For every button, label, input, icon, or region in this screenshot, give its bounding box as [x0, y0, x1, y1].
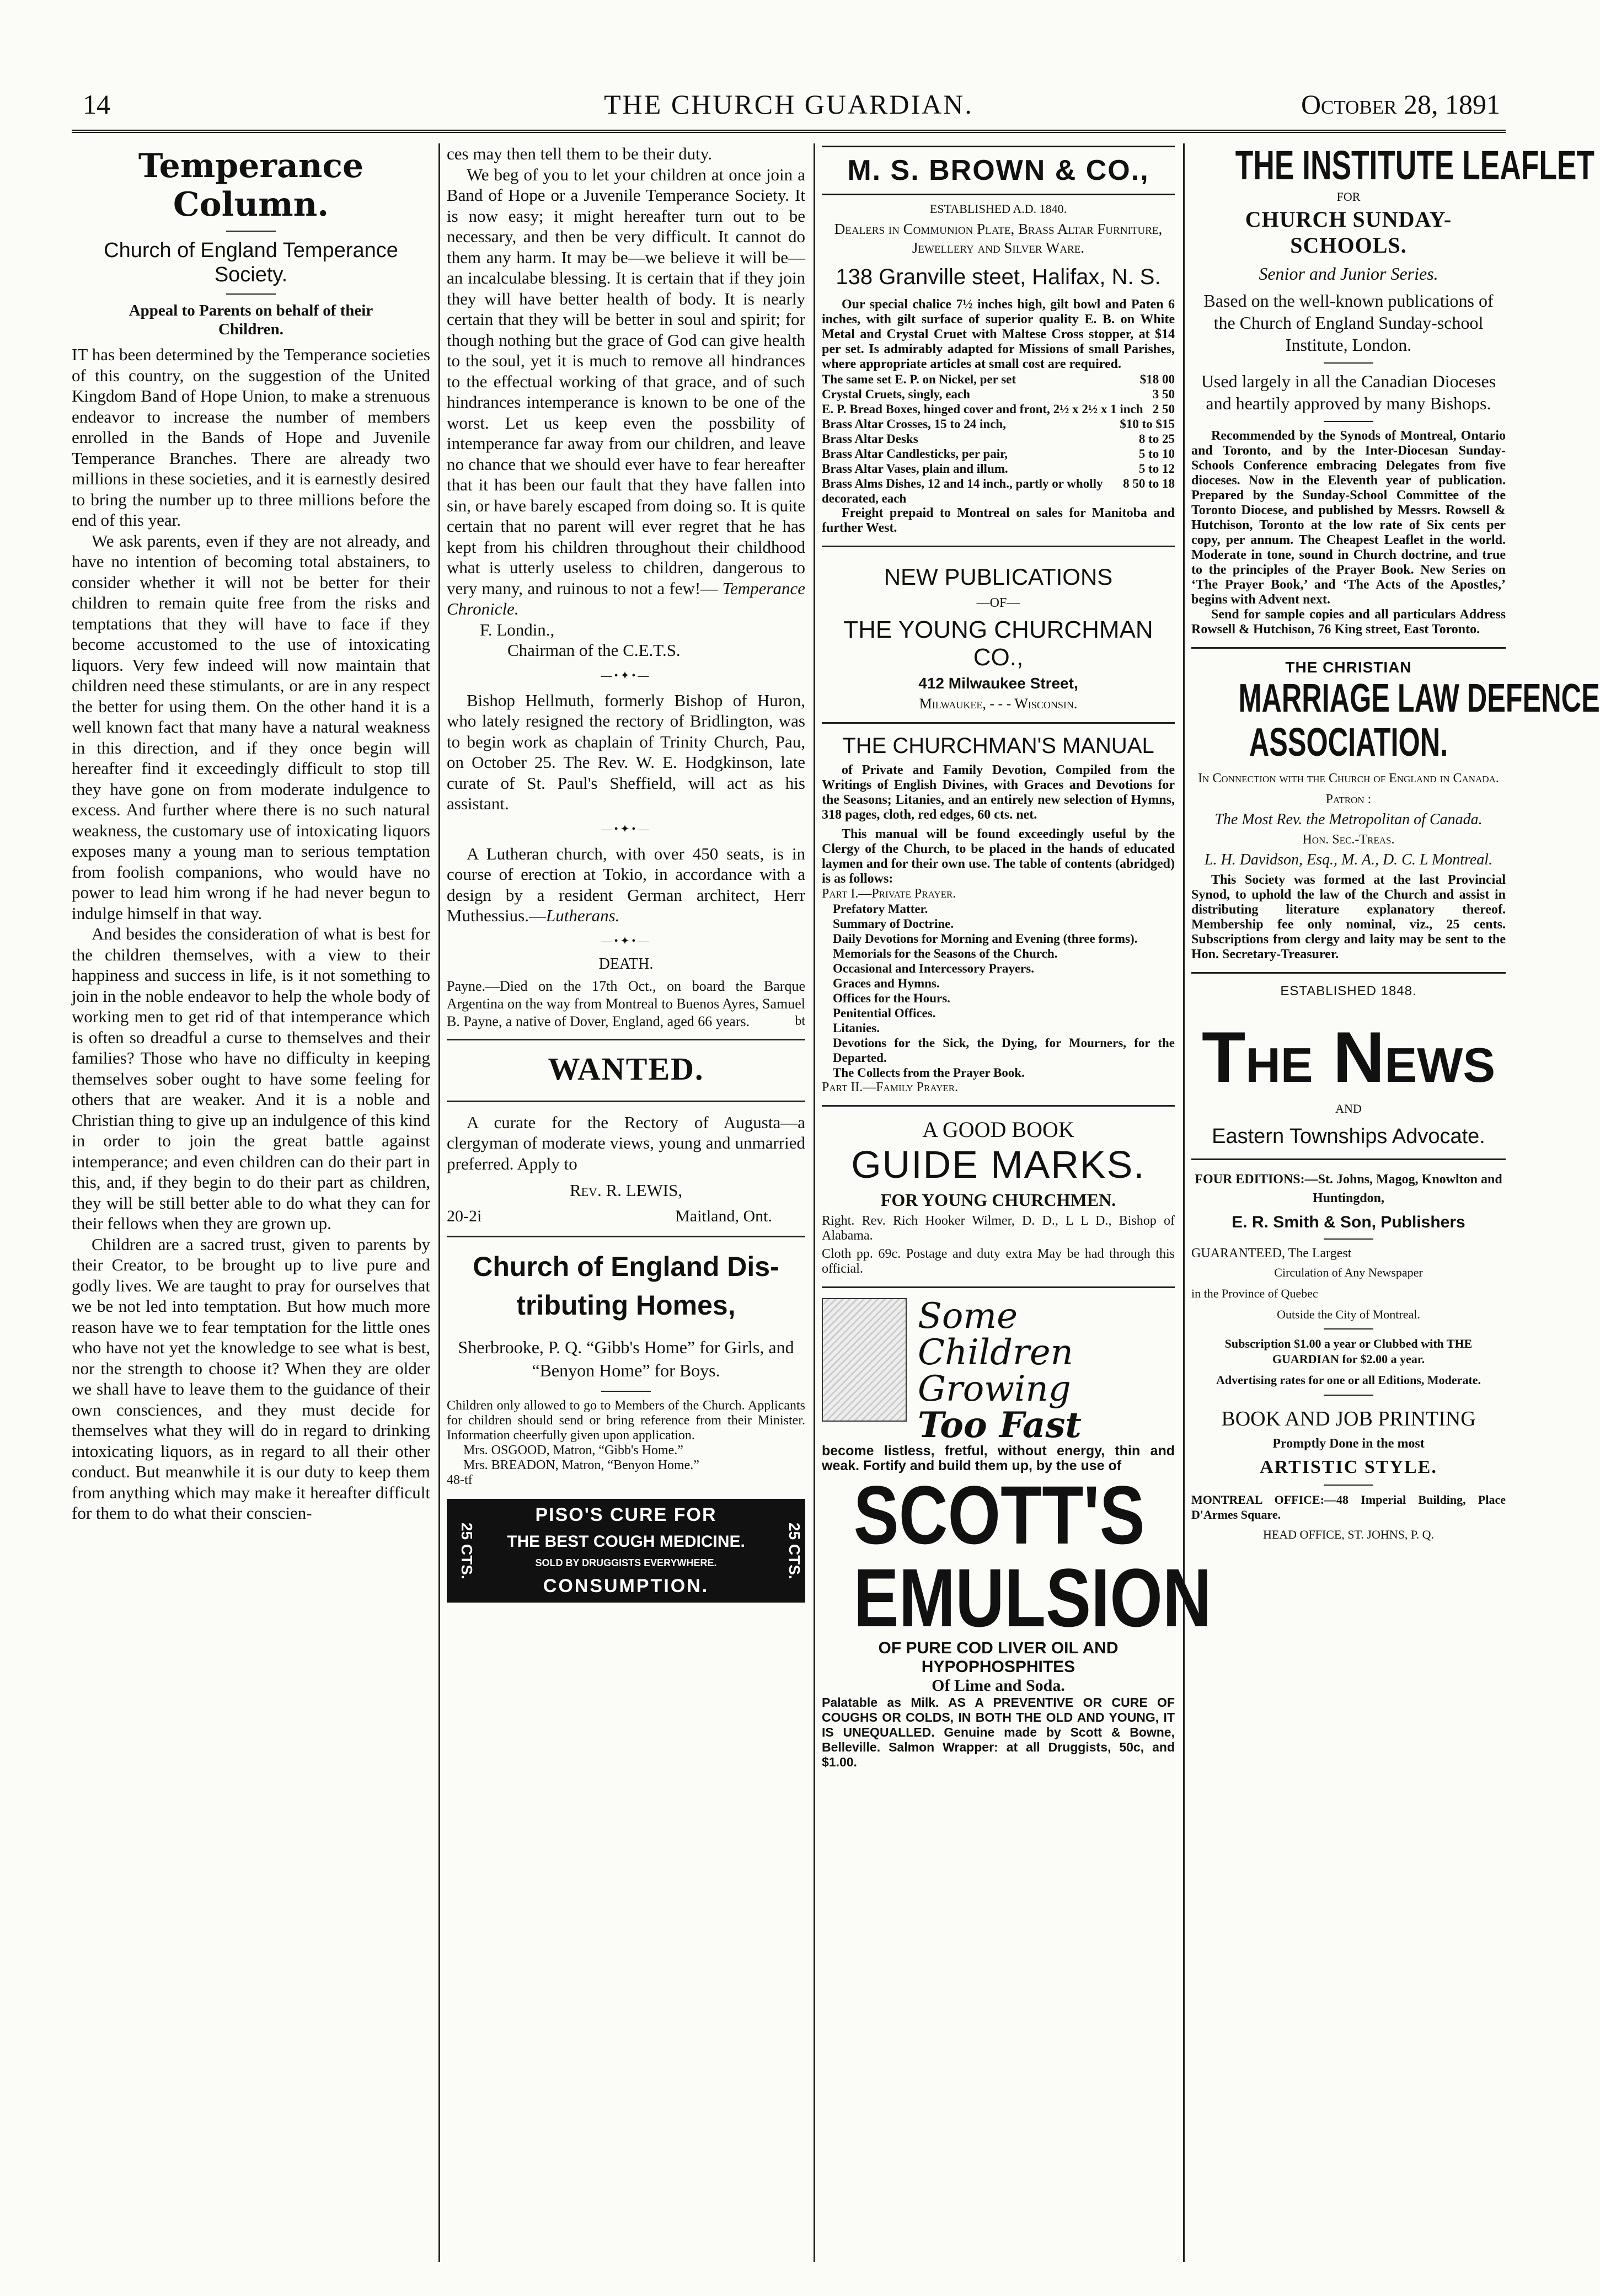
- news-advertising: Advertising rates for one or all Editions, Moderate.: [1216, 1373, 1481, 1387]
- newspaper-page: [72, 77, 1600, 2262]
- publisher-city: Milwaukee, - - - Wisconsin.: [919, 696, 1078, 712]
- temperance-column-title: Temperance Column.: [138, 147, 364, 224]
- toc-item: Devotions for the Sick, the Dying, for Mourners, for the Departed.: [833, 1036, 1175, 1065]
- marriage-secretary: L. H. Davidson, Esq., M. A., D. C. L Montreal.: [1204, 851, 1493, 868]
- wanted-contact: Rev. R. LEWIS,: [569, 1181, 683, 1200]
- article-source: Temperance Chronicle.: [447, 578, 805, 618]
- news-guarantee: GUARANTEED, The Largest: [1191, 1246, 1352, 1261]
- price-list-row: [822, 431, 1175, 446]
- good-book-label: A GOOD BOOK: [922, 1117, 1074, 1142]
- divider: [226, 231, 276, 232]
- column-1: [72, 143, 430, 2262]
- publisher-name: THE YOUNG CHURCHMAN CO.,: [843, 616, 1153, 671]
- article-paragraph: Children are a sacred trust, given to parents by their Creator, to be brought up to live pure and godly lives. We are taught to pray for ourselves that we be not led into temptation. But how much more reason have we to fear temptation for the little ones who have not yet the knowledge to see what is best, nor the strength to choose it? When they are older we shall have to leave them to the guidance of their own consciences, and they must decide for themselves what they will do in regard to drinking intoxicating liquors, as in regard to all their other conduct. But meanwhile it is our duty to keep them from anything which may make it hereafter difficult for them to do what their conscien-: [72, 1234, 430, 1523]
- toc-item: Occasional and Intercessory Prayers.: [833, 962, 1034, 975]
- news-circulation: Circulation of Any Newspaper: [1274, 1266, 1423, 1279]
- divider: [447, 1236, 805, 1237]
- divider: [822, 1105, 1175, 1107]
- homes-heading: tributing Homes,: [516, 1290, 736, 1321]
- signature-name: F. Londin.,: [480, 620, 555, 639]
- marriage-patron-label: Patron :: [1325, 792, 1372, 807]
- price-item-value: 5 to 10: [1138, 447, 1175, 461]
- news-and: AND: [1335, 1102, 1362, 1115]
- price-list-row: [822, 417, 1175, 431]
- printing-sub: Promptly Done in the most: [1272, 1437, 1425, 1451]
- ad-headline: Too Fast: [918, 1405, 1082, 1446]
- marriage-kicker: THE CHRISTIAN: [1285, 659, 1412, 676]
- head-office: HEAD OFFICE, ST. JOHNS, P. Q.: [1262, 1528, 1435, 1541]
- price-item-value: 3 50: [1152, 387, 1175, 401]
- column-3: [822, 143, 1212, 2262]
- children-illustration: [822, 1298, 907, 1422]
- news-source: Lutherans.: [546, 906, 620, 925]
- new-publications-heading: NEW PUBLICATIONS: [884, 564, 1113, 590]
- brown-dealers: Dealers in Communion Plate, Brass Altar Furniture, Jewellery and Silver Ware.: [834, 221, 1163, 256]
- wanted-footer: [447, 1207, 805, 1226]
- leaflet-contact: Send for sample copies and all particulars Address Rowsell & Hutchison, 76 King street, East Toronto.: [1191, 607, 1506, 637]
- column-4: [1191, 142, 1600, 2262]
- ad-subtitle: Of Lime and Soda.: [932, 1676, 1065, 1695]
- toc-item: Graces and Hymns.: [833, 976, 940, 990]
- article-text: We beg of you to let your children at once join a Band of Hope or a Juvenile Temperance Society. It is now easy; it might hereafter turn out to be necessary, and then be very difficult. It cannot do them any harm. It may be—we believe it will be—an incalculabe blessing. It is certain that if they join they will have better health of body. It is nearly certain that they will be better in soul and spirit; for though nothing but the grace of God can give health to the soul, yet it is much to remove all hindrances to the effectual working of that grace, and of such hindrances intemperance is known to be one of the worst. Let us keep even the possbility of intemperance far away from our children, and leave no chance that we should ever have to fear hereafter that it has been our fault that they have fallen into sin, or have barely escaped from doing so. It is quite certain that no parent will ever regret that he has kept from his children throughout their childhood what is utterly useless to children, dangerous to very many, and ruinous to not a few!—: [447, 164, 805, 598]
- brown-address: 138 Granville steet, Halifax, N. S.: [836, 265, 1161, 289]
- price-item-value: $18 00: [1139, 372, 1175, 386]
- price-list-row: [822, 476, 1175, 506]
- news-subtitle: Eastern Townships Advocate.: [1212, 1125, 1485, 1148]
- marriage-secretary-label: Hon. Sec.-Treas.: [1302, 832, 1395, 847]
- page-header: [72, 77, 1506, 127]
- article-paragraph: We ask parents, even if they are not already, and have no intention of becoming total abstainers, to consider whether it will not be better for their children to remain quite free from the risks and temptations that they will have to face if they become accustomed to the use of intoxicating liquors. Very few indeed will now maintain that children need these stimulants, or are in any respect the better for using them. On the other hand it is a well known fact that many have a natural weakness in this direction, and if they once begin will hereafter find it exceedingly difficult to stop till they have gone on from moderate indulgence to excess. And further where there is no such natural weakness, the customary use of intoxicating liquors exposes many a young man to serious temptation from foolish companions, who would have no power to lead him wrong if he had never begun to indulge himself in that way.: [72, 531, 430, 923]
- publisher-street: 412 Milwaukee Street,: [918, 675, 1078, 692]
- marriage-title: ASSOCIATION.: [1249, 720, 1448, 765]
- price-item-label: E. P. Bread Boxes, hinged cover and front, 2½ x 2½ x 1 inch: [822, 402, 1143, 416]
- price-item-label: Brass Altar Candlesticks, per pair,: [822, 447, 1008, 461]
- news-masthead: [1191, 1017, 1506, 1097]
- price-item-label: Brass Altar Vases, plain and illum.: [822, 462, 1008, 476]
- page-number: 14: [83, 89, 110, 120]
- news-text: A Lutheran church, with over 450 seats, is in course of erection at Tokio, in accordance with a design by a resident German architect, Herr Muthessius.—: [447, 843, 805, 925]
- ornament-divider: —•✦•—: [601, 669, 651, 682]
- toc-item: The Collects from the Prayer Book.: [833, 1066, 1025, 1080]
- leaflet-usage: Used largely in all the Canadian Dioceses and heartily approved by many Bishops.: [1201, 371, 1496, 413]
- society-heading: Church of England Temperance Society.: [104, 239, 398, 286]
- column-2: [447, 143, 805, 2262]
- ad-text: become listless, fretful, without energy, thin and weak. Fortify and build them up, by the use of: [822, 1443, 1175, 1473]
- piso-heading: PISO'S CURE FOR: [535, 1504, 717, 1525]
- homes-contact: Mrs. OSGOOD, Matron, “Gibb's Home.”: [463, 1443, 683, 1457]
- manual-heading: THE CHURCHMAN'S MANUAL: [842, 734, 1154, 758]
- masthead-part: T: [1201, 1017, 1246, 1097]
- manual-usage: This manual will be found exceedingly useful by the Clergy of the Church, to be placed in the hands of educated laymen and for their own use. The table of contents (abridged) is as follows:: [822, 827, 1175, 886]
- news-province: in the Province of Quebec: [1191, 1286, 1318, 1300]
- leaflet-basis: Based on the well-known publications of the Church of England Sunday-school Institute, London.: [1203, 291, 1494, 355]
- scotts-title: SCOTT'S: [853, 1469, 1145, 1561]
- price-item-value: 2 50: [1152, 402, 1175, 416]
- divider: [226, 293, 276, 295]
- of-divider: —OF—: [976, 596, 1020, 610]
- divider: [1324, 362, 1373, 364]
- news-subscription: Subscription $1.00 a year or Clubbed with THE GUARDIAN for $2.00 a year.: [1224, 1337, 1473, 1366]
- piso-price-right: 25 CTS.: [777, 1501, 803, 1600]
- divider: [1191, 972, 1506, 974]
- column-divider: [814, 143, 815, 2262]
- news-item: [447, 843, 805, 926]
- homes-contact: Mrs. BREADON, Matron, “Benyon Home.”: [463, 1458, 699, 1472]
- toc-item: Summary of Doctrine.: [833, 917, 954, 931]
- price-list-row: [822, 372, 1175, 387]
- masthead-part: HE: [1245, 1038, 1313, 1092]
- guide-marks-subtitle: FOR YOUNG CHURCHMEN.: [880, 1190, 1116, 1210]
- masthead-part: N: [1333, 1017, 1385, 1097]
- appeal-subtitle: Appeal to Parents on behalf of their Children.: [129, 302, 373, 338]
- death-notice: Payne.—Died on the 17th Oct., on board the Barque Argentina on the way from Montreal to Buenos Ayres, Samuel B. Payne, a native of Dover, England, aged 66 years.: [447, 978, 805, 1029]
- marriage-connection: In Connection with the Church of England in Canada.: [1198, 771, 1499, 786]
- price-item-label: Crystal Cruets, singly, each: [822, 387, 970, 401]
- header-rule: [72, 130, 1506, 133]
- divider: [447, 1039, 805, 1040]
- leaflet-subtitle: CHURCH SUNDAY-SCHOOLS.: [1245, 207, 1452, 258]
- news-publishers: E. R. Smith & Son, Publishers: [1232, 1213, 1465, 1231]
- price-item-value: $10 to $15: [1120, 417, 1175, 431]
- toc-item: Daily Devotions for Morning and Evening (three forms).: [833, 932, 1138, 946]
- ornament-divider: —•✦•—: [601, 823, 651, 835]
- homes-text: Sherbrooke, P. Q. “Gibb's Home” for Girls, and “Benyon Home” for Boys.: [458, 1337, 794, 1380]
- article-paragraph: ces may then tell them to be their duty.: [447, 144, 712, 163]
- price-list-row: [822, 387, 1175, 402]
- piso-sold: SOLD BY DRUGGISTS EVERYWHERE.: [535, 1557, 717, 1569]
- price-item-value: 8 to 25: [1138, 432, 1175, 446]
- divider: [1324, 1485, 1373, 1486]
- homes-heading: Church of England Dis-: [473, 1251, 779, 1282]
- piso-center: [475, 1501, 777, 1600]
- marriage-patron: The Most Rev. the Metropolitan of Canada.: [1214, 811, 1483, 828]
- brown-description: Our special chalice 7½ inches high, gilt bowl and Paten 6 inches, with gilt surface of superior quality E. B. on White Metal and Crystal Cruet with Maltese Cross stopper, at $14 per set. Is admirably adapted for Missions of small Parishes, where appropriate articles at small cost are required.: [822, 297, 1175, 371]
- emulsion-title: EMULSION: [853, 1551, 1212, 1644]
- printing-heading: BOOK AND JOB PRINTING: [1221, 1407, 1476, 1430]
- price-item-value: 5 to 12: [1138, 462, 1175, 476]
- leaflet-series: Senior and Junior Series.: [1259, 264, 1438, 284]
- toc-item: Memorials for the Seasons of the Church.: [833, 947, 1058, 960]
- toc-item: Prefatory Matter.: [833, 902, 928, 916]
- toc-item: Penitential Offices.: [833, 1006, 936, 1020]
- wanted-place: Maitland, Ont.: [675, 1207, 772, 1225]
- toc-item: Offices for the Hours.: [833, 991, 950, 1005]
- toc-item: Litanies.: [833, 1021, 880, 1035]
- column-divider: [1183, 143, 1185, 2262]
- manual-part: Part I.—Private Prayer.: [822, 887, 956, 901]
- manual-description: of Private and Family Devotion, Compiled from the Writings of English Divines, with Graces and Devotions for the Seasons; Litanies, and an entirely new selection of Hymns, 318 pages, cloth, red edges, 60 cts. net.: [822, 763, 1175, 822]
- scotts-emulsion-ad: [822, 1296, 1212, 1770]
- guide-marks-title: GUIDE MARKS.: [851, 1143, 1146, 1186]
- printing-style: ARTISTIC STYLE.: [1260, 1457, 1437, 1477]
- ornament-divider: —•✦•—: [601, 935, 651, 947]
- ad-subtitle: HYPOPHOSPHITES: [921, 1658, 1075, 1676]
- divider: [1324, 421, 1373, 422]
- price-list-row: [822, 446, 1175, 461]
- manual-toc: [822, 901, 1175, 1080]
- price-item-label: Brass Alms Dishes, 12 and 14 inch., partly or wholly decorated, each: [822, 477, 1103, 505]
- article-paragraph: And besides the consideration of what is best for the children themselves, with a view to their happiness and success in life, is it not something to join in the noble endeavor to help the whole body of working men to get rid of that intemperance which is often so dreadful a curse to themselves and their families? Those who have no difficulty in keeping themselves sober ought to have some feeling for others that are weaker. And it is a noble and Christian thing to give up an indulgence of this kind in order to join the great battle against intemperance; and even children can do their part in this, and, if they begin to do their part as children, they will be still better able to do what they can for their fellows when they are grown up.: [72, 924, 430, 1233]
- price-item-label: The same set E. P. on Nickel, per set: [822, 372, 1016, 386]
- price-item-value: 8 50 to 18: [1123, 477, 1175, 490]
- death-heading: DEATH.: [598, 955, 654, 973]
- news-established: ESTABLISHED 1848.: [1280, 984, 1417, 999]
- divider: [1324, 1328, 1373, 1329]
- brown-freight: Freight prepaid to Montreal on sales for Manitoba and further West.: [822, 506, 1175, 535]
- column-divider: [438, 143, 440, 2262]
- news-outside: Outside the City of Montreal.: [1277, 1307, 1420, 1321]
- leaflet-title: THE INSTITUTE LEAFLET: [1235, 142, 1594, 188]
- ad-headline: Children: [918, 1332, 1073, 1373]
- marriage-text: This Society was formed at the last Provincial Synod, to uphold the law of the Church and assist in distributing literature explanatory thereof. Membership fee only nominal, viz., 25 cents. Subscriptions from clergy and laity may be sent to the Hon. Secretary-Treasurer.: [1191, 873, 1506, 962]
- masthead-title: THE CHURCH GUARDIAN.: [604, 89, 973, 120]
- piso-price-left: 25 CTS.: [449, 1501, 475, 1600]
- marriage-title: MARRIAGE LAW DEFENCE: [1238, 676, 1600, 720]
- signature-title: Chairman of the C.E.T.S.: [507, 640, 681, 660]
- ad-headline: Some: [918, 1296, 1018, 1337]
- ad-subtitle: OF PURE COD LIVER OIL AND: [878, 1639, 1119, 1657]
- notice-mark: bt: [795, 1013, 805, 1028]
- piso-tagline: THE BEST COUGH MEDICINE.: [507, 1532, 745, 1551]
- divider: [822, 546, 1175, 547]
- wanted-heading: WANTED.: [548, 1050, 704, 1087]
- ad-ref: 48-tf: [447, 1473, 473, 1487]
- guide-marks-author: Right. Rev. Rich Hooker Wilmer, D. D., L L D., Bishop of Alabama.: [822, 1214, 1175, 1243]
- ad-body: Palatable as Milk. AS A PREVENTIVE OR CURE OF COUGHS OR COLDS, IN BOTH THE OLD AND YOUNG, IT IS UNEQUALLED. Genuine made by Scott & Bowne, Belleville. Salmon Wrapper: at all Druggists, 50c, and $1.00.: [822, 1695, 1175, 1769]
- brown-established: ESTABLISHED A.D. 1840.: [929, 202, 1067, 216]
- brown-ad-header: [822, 146, 1175, 195]
- price-item-label: Brass Altar Desks: [822, 432, 918, 446]
- price-item-label: Brass Altar Crosses, 15 to 24 inch,: [822, 417, 1006, 431]
- issue-date: October 28, 1891: [1301, 89, 1500, 120]
- leaflet-for: FOR: [1336, 190, 1361, 204]
- divider: [1324, 1395, 1373, 1396]
- divider: [1324, 1238, 1373, 1240]
- divider: [447, 1101, 805, 1102]
- divider: [1191, 647, 1506, 649]
- price-list-row: [822, 402, 1175, 417]
- manual-part: Part II.—Family Prayer.: [822, 1080, 959, 1094]
- wanted-text: A curate for the Rectory of Augusta—a clergyman of moderate views, young and unmarried preferred. Apply to: [447, 1112, 805, 1173]
- news-item: Bishop Hellmuth, formerly Bishop of Huron, who lately resigned the rectory of Bridlington, was to begin work as chaplain of Trinity Church, Pau, on October 25. The Rev. W. E. Hodgkinson, late curate of St. Paul's Sheffield, will act as his assistant.: [447, 690, 805, 813]
- news-editions: FOUR EDITIONS:—St. Johns, Magog, Knowlton and Huntingdon,: [1195, 1172, 1502, 1205]
- article-paragraph: IT has been determined by the Temperance societies of this country, on the suggestion of the United Kingdom Band of Hope Union, to make a strenuous endeavor to increase the number of members enrolled in the Bands of Hope and Juvenile Temperance Branches. There are already two millions in these societies, and it is earnestly desired to bring the number up to three millions before the end of this year.: [72, 345, 431, 530]
- leaflet-recommendation: Recommended by the Synods of Montreal, Ontario and Toronto, and by the Inter-Diocesan Sunday-Schools Conference embracing Delegates from five dioceses. Now in the Eleventh year of publication. Prepared by the Sunday-School Committee of the Toronto Diocese, and published by Messrs. Rowsell & Hutchison, Toronto at the low rate of Six cents per copy, per annum. The Cheapest Leaflet in the world. Moderate in tone, sound in Church doctrine, and true to the principles of the Prayer Book. New Series on ‘The Prayer Book,’ and ‘The Acts of the Apostles,’ begins with Advent next.: [1191, 429, 1506, 607]
- brown-price-list: [822, 372, 1175, 506]
- piso-cure-ad: [447, 1499, 805, 1603]
- ad-headline: Growing: [918, 1369, 1071, 1409]
- divider: [601, 1391, 651, 1392]
- divider: [822, 722, 1175, 724]
- divider: [822, 1286, 1175, 1288]
- divider: [1191, 1158, 1506, 1160]
- printing-office: MONTREAL OFFICE:—48 Imperial Building, Place D'Armes Square.: [1191, 1493, 1506, 1521]
- masthead-part: EWS: [1384, 1038, 1496, 1092]
- price-list-row: [822, 461, 1175, 476]
- article-paragraph: [447, 164, 805, 620]
- ad-ref: 20-2i: [447, 1207, 482, 1225]
- guide-marks-price: Cloth pp. 69c. Postage and duty extra May be had through this official.: [822, 1247, 1175, 1276]
- homes-terms: Children only allowed to go to Members of the Church. Applicants for children should send or bring reference from their Minister. Information cheerfully given upon application.: [447, 1398, 805, 1443]
- piso-footer: CONSUMPTION.: [543, 1576, 709, 1597]
- brown-title: M. S. BROWN & CO.,: [847, 154, 1149, 186]
